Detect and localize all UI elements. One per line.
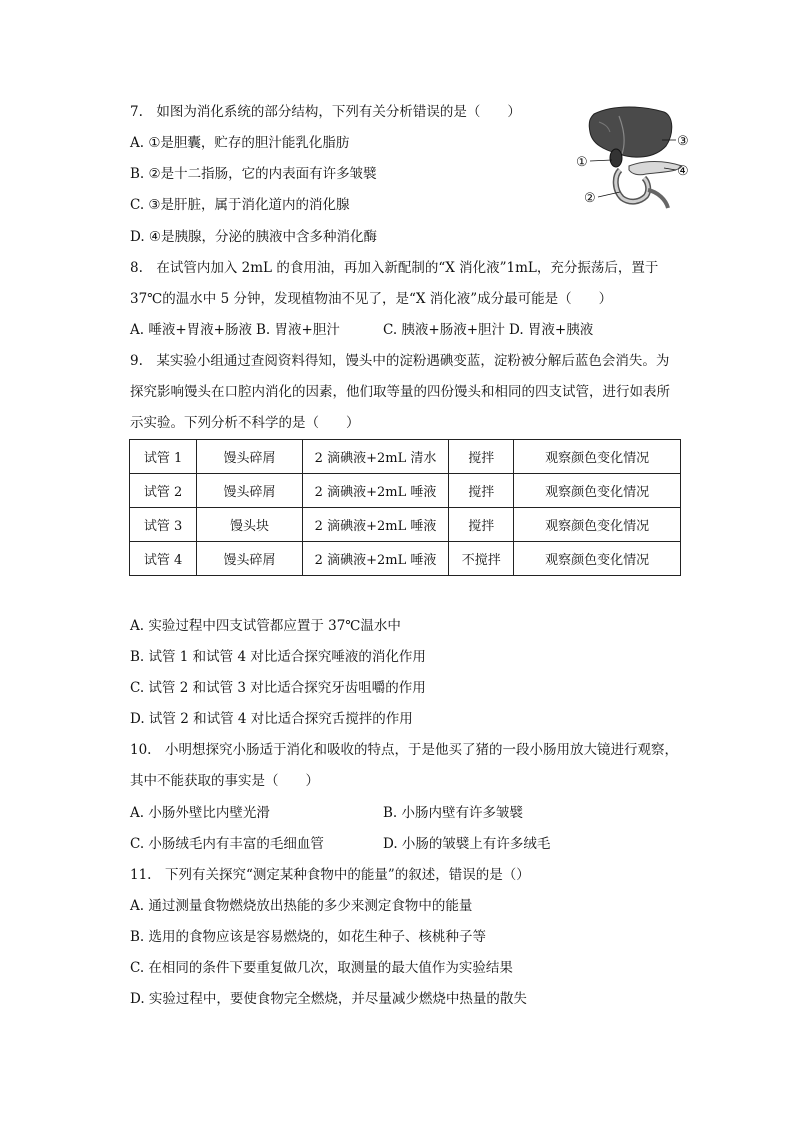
- table-cell: 观察颜色变化情况: [514, 542, 681, 576]
- q8-option-b: B. 胃液+胆汁: [256, 322, 340, 338]
- figure-label-4: ④: [677, 164, 689, 179]
- table-cell: 2 滴碘液+2mL 唾液: [302, 542, 448, 576]
- q10-option-b: B. 小肠内壁有许多皱襞: [383, 805, 524, 821]
- q9-option-b: B. 试管 1 和试管 4 对比适合探究唾液的消化作用: [130, 649, 426, 665]
- table-cell: 馒头碎屑: [197, 440, 303, 474]
- table-cell: 搅拌: [449, 508, 514, 542]
- table-cell: 不搅拌: [449, 542, 514, 576]
- figure-label-2: ②: [584, 191, 596, 206]
- digestive-system-figure: [574, 104, 692, 214]
- q8-option-d: D. 胃液+胰液: [509, 322, 594, 338]
- q9-stem-line2: 探究影响馒头在口腔内消化的因素，他们取等量的四份馒头和相同的四支试管，进行如表所: [130, 384, 670, 400]
- q9-option-a: A. 实验过程中四支试管都应置于 37℃温水中: [130, 618, 401, 634]
- q10-option-c: C. 小肠绒毛内有丰富的毛细血管: [130, 836, 324, 852]
- q7-option-c: C. ③是肝脏，属于消化道内的消化腺: [130, 197, 350, 213]
- q7-option-a: A. ①是胆囊，贮存的胆汁能乳化脂肪: [130, 135, 350, 151]
- table-cell: 2 滴碘液+2mL 唾液: [302, 508, 448, 542]
- q11-option-a: A. 通过测量食物燃烧放出热能的多少来测定食物中的能量: [130, 898, 473, 914]
- table-cell: 2 滴碘液+2mL 清水: [302, 440, 448, 474]
- q11-stem: 11. 下列有关探究“测定某种食物中的能量”的叙述，错误的是（）: [130, 867, 530, 883]
- table-cell: 2 滴碘液+2mL 唾液: [302, 474, 448, 508]
- table-row: [130, 474, 681, 508]
- q10-stem-line2: 其中不能获取的事实是（ ）: [130, 773, 319, 789]
- experiment-table: [129, 439, 681, 576]
- table-cell: 试管 1: [130, 440, 197, 474]
- table-cell: 试管 2: [130, 474, 197, 508]
- table-row: [130, 542, 681, 576]
- table-cell: 观察颜色变化情况: [514, 440, 681, 474]
- table-row: [130, 508, 681, 542]
- table-cell: 观察颜色变化情况: [514, 474, 681, 508]
- q11-option-d: D. 实验过程中，要使食物完全燃烧，并尽量减少燃烧中热量的散失: [130, 991, 527, 1007]
- q10-option-d: D. 小肠的皱襞上有许多绒毛: [383, 836, 551, 852]
- table-cell: 馒头碎屑: [197, 474, 303, 508]
- table-cell: 搅拌: [449, 474, 514, 508]
- q7-option-b: B. ②是十二指肠，它的内表面有许多皱襞: [130, 166, 377, 182]
- q10-stem-line1: 10. 小明想探究小肠适于消化和吸收的特点，于是他买了猪的一段小肠用放大镜进行观察，: [130, 742, 678, 758]
- q10-option-a: A. 小肠外壁比内壁光滑: [130, 805, 270, 821]
- figure-label-1: ①: [576, 155, 588, 170]
- q7-option-d: D. ④是胰腺，分泌的胰液中含多种消化酶: [130, 229, 378, 245]
- q8-stem-line1: 8. 在试管内加入 2mL 的食用油，再加入新配制的“X 消化液”1mL，充分振荡后，置于: [130, 260, 659, 276]
- q9-stem-line1: 9. 某实验小组通过查阅资料得知，馒头中的淀粉遇碘变蓝，淀粉被分解后蓝色会消失。为: [130, 353, 670, 369]
- q9-option-d: D. 试管 2 和试管 4 对比适合探究舌搅拌的作用: [130, 711, 413, 727]
- table-cell: 试管 4: [130, 542, 197, 576]
- q8-option-a: A. 唾液+胃液+肠液: [130, 322, 252, 338]
- table-cell: 试管 3: [130, 508, 197, 542]
- table-row: [130, 440, 681, 474]
- q11-option-c: C. 在相同的条件下要重复做几次，取测量的最大值作为实验结果: [130, 960, 513, 976]
- table-cell: 馒头块: [197, 508, 303, 542]
- table-cell: 馒头碎屑: [197, 542, 303, 576]
- q11-option-b: B. 选用的食物应该是容易燃烧的，如花生种子、核桃种子等: [130, 929, 487, 945]
- q9-option-c: C. 试管 2 和试管 3 对比适合探究牙齿咀嚼的作用: [130, 680, 426, 696]
- table-cell: 观察颜色变化情况: [514, 508, 681, 542]
- table-cell: 搅拌: [449, 440, 514, 474]
- q7-stem: 7. 如图为消化系统的部分结构，下列有关分析错误的是（ ）: [130, 104, 521, 120]
- figure-label-3: ③: [677, 134, 689, 149]
- q8-option-c: C. 胰液+肠液+胆汁: [383, 322, 506, 338]
- q9-stem-line3: 示实验。下列分析不科学的是（ ）: [130, 415, 360, 431]
- q8-stem-line2: 37℃的温水中 5 分钟，发现植物油不见了，是“X 消化液”成分最可能是（ ）: [130, 291, 613, 307]
